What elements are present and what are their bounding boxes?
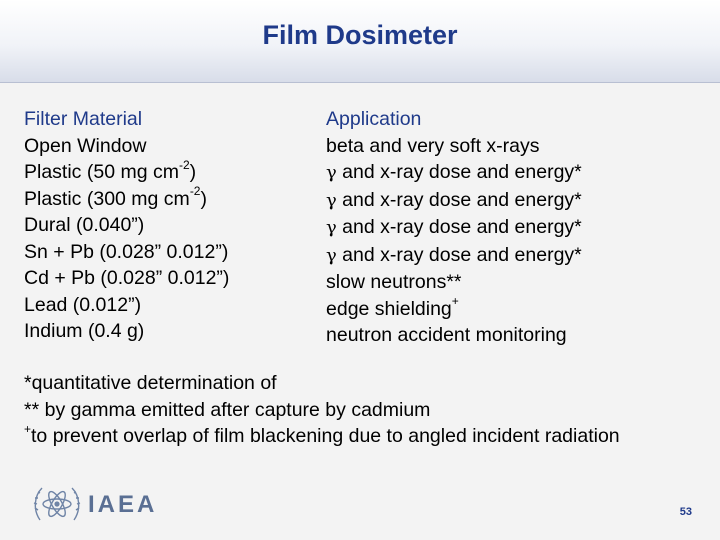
application-row: γ and x-ray dose and energy*	[326, 216, 582, 238]
iaea-logo-text: IAEA	[88, 491, 158, 518]
filter-row: Plastic (50 mg $cm^{-2}$)	[24, 157, 197, 183]
slide-header-band	[0, 0, 720, 83]
application-row: beta and very soft x-rays	[326, 134, 540, 157]
filter-material-header: Filter Material	[24, 108, 143, 130]
gamma-symbol: γ	[326, 244, 337, 266]
filter-row: Plastic (300 mg $cm^{-2}$)	[24, 184, 207, 210]
application-row: neutron accident monitoring	[326, 324, 567, 346]
application-row: γ and x-ray dose and energy*	[326, 243, 582, 266]
application-row: edge shielding+	[326, 294, 459, 320]
slide-title: Film Dosimeter	[262, 20, 458, 50]
iaea-logo	[30, 480, 160, 530]
filter-row: Open Window	[24, 134, 147, 157]
filter-row: Indium (0.4 g)	[24, 320, 145, 342]
footnote: *quantitative determination of	[24, 372, 277, 394]
iaea-atom-emblem-icon	[30, 480, 84, 530]
application-row: slow neutrons**	[326, 271, 462, 293]
footnotes	[24, 370, 714, 450]
footnote: ** by gamma emitted after capture by cadmium	[24, 398, 431, 421]
application-row: γ and x-ray dose and energy*	[326, 161, 582, 183]
footnote: +to prevent overlap of film blackening due to angled incident radiation	[24, 421, 620, 447]
gamma-symbol: γ	[326, 217, 337, 238]
page-number: 53	[679, 506, 692, 518]
filter-row: Dural (0.040”)	[24, 214, 145, 236]
application-row: γ and x-ray dose and energy*	[326, 188, 582, 211]
filter-material-column	[24, 106, 304, 345]
application-header: Application	[326, 108, 422, 130]
filter-row: Cd + Pb (0.028” 0.012”)	[24, 267, 230, 289]
gamma-symbol: γ	[326, 189, 337, 211]
filter-row: Sn + Pb (0.028” 0.012”)	[24, 240, 229, 263]
filter-row: Lead (0.012”)	[24, 293, 142, 316]
application-column	[326, 106, 706, 349]
gamma-symbol: γ	[326, 162, 337, 183]
